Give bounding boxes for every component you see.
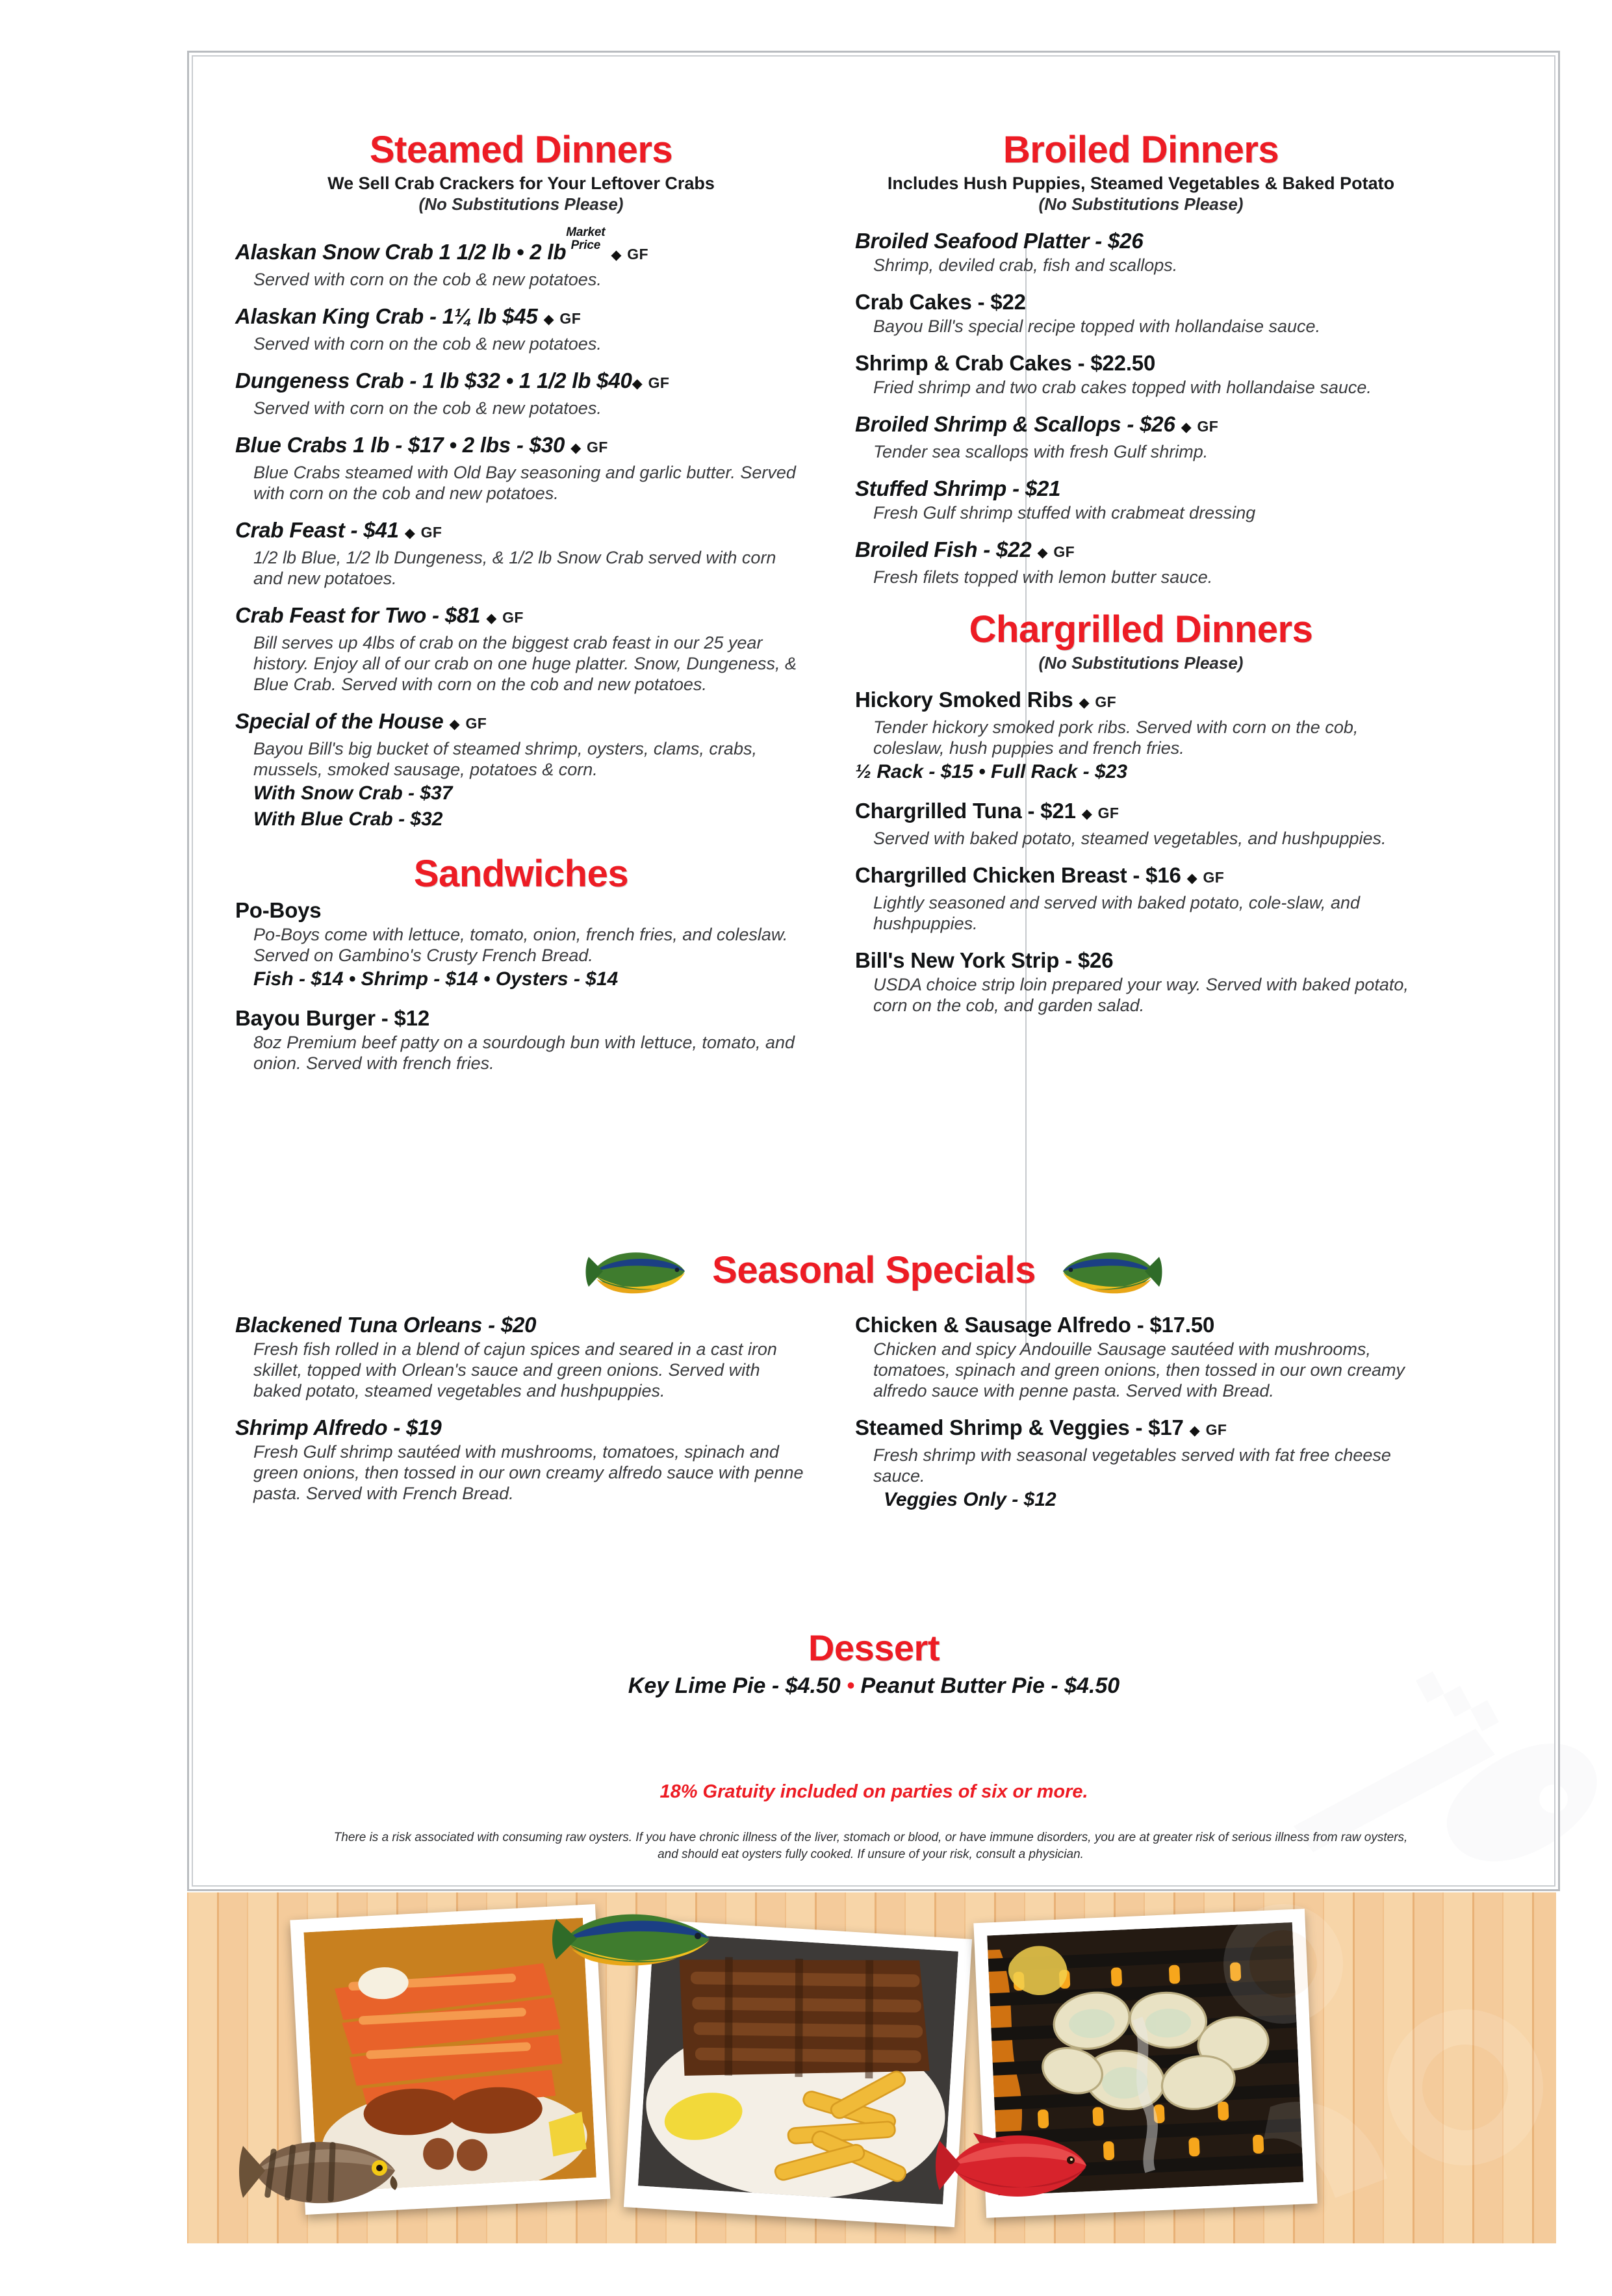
seasonal-left-column: [235, 1313, 807, 1518]
diamond-icon: ◆: [486, 611, 497, 626]
item-description: Tender hickory smoked pork ribs. Served with corn on the cob, coleslaw, hush puppies and french fries.: [873, 717, 1359, 758]
item-description: Fresh Gulf shrimp stuffed with crabmeat dressing: [873, 503, 1256, 522]
section-broiled-dinners: [855, 130, 1427, 587]
item-description: Bill serves up 4lbs of crab on the biggest crab feast in our 25 year history. Enjoy all of our crab on one huge platter. Snow, Dungeness, & Blue Crab. Served with corn on the cob and new potatoes.: [253, 633, 797, 694]
gf-badge: GF: [648, 374, 670, 391]
gf-badge: GF: [465, 715, 487, 732]
diamond-icon: ◆: [1189, 1423, 1200, 1438]
item-description: Blue Crabs steamed with Old Bay seasoning and garlic butter. Served with corn on the cob and new potatoes.: [253, 463, 796, 503]
raw-oyster-disclaimer: There is a risk associated with consuming raw oysters. If you have chronic illness of the liver, stomach or blood, or have immune disorders, you are at greater risk of serious illness from raw oysters, and should eat oysters fully cooked. If unsure of your risk, consult a physician.: [333, 1831, 1408, 1861]
diamond-icon: ◆: [543, 312, 554, 327]
right-column: [855, 130, 1427, 1030]
diamond-icon: ◆: [1037, 545, 1048, 560]
section-steamed-dinners: [235, 130, 807, 832]
item-price-line: Fish - $14 • Shrimp - $14 • Oysters - $14: [253, 968, 619, 990]
dessert-items: [221, 1672, 1527, 1699]
seasonal-title: Seasonal Specials: [712, 1249, 1036, 1291]
gf-badge: GF: [627, 246, 648, 263]
item-name: Crab Feast for Two - $81 ◆ GF: [235, 603, 524, 627]
item-name: Special of the House ◆ GF: [235, 709, 487, 733]
menu-item: [855, 537, 1427, 587]
menu-item: [855, 1415, 1440, 1512]
item-price-line: ½ Rack - $15 • Full Rack - $23: [855, 761, 1128, 782]
item-description: Po-Boys come with lettuce, tomato, onion, french fries, and coleslaw. Served on Gambino's Crusty French Bread.: [253, 925, 788, 965]
item-name: Blackened Tuna Orleans - $20: [235, 1313, 537, 1337]
steamed-title: Steamed Dinners: [369, 129, 673, 171]
item-description: Fried shrimp and two crab cakes topped with hollandaise sauce.: [873, 378, 1372, 397]
mahi-fish-icon: [583, 1243, 687, 1298]
item-name: Broiled Shrimp & Scallops - $26 ◆ GF: [855, 412, 1219, 436]
item-name: Chargrilled Chicken Breast - $16 ◆ GF: [855, 863, 1225, 887]
menu-item: [235, 1415, 807, 1504]
dessert-item-peanut-butter: Peanut Butter Pie - $4.50: [860, 1673, 1120, 1698]
steamed-subtitle: We Sell Crab Crackers for Your Leftover Crabs: [327, 174, 715, 193]
gf-badge: GF: [1203, 869, 1225, 886]
item-name: Shrimp & Crab Cakes - $22.50: [855, 351, 1156, 375]
item-description: USDA choice strip loin prepared your way. Served with baked potato, corn on the cob, and garden salad.: [873, 975, 1409, 1015]
menu-item: [235, 433, 807, 504]
menu-item: [855, 799, 1427, 849]
item-name: Stuffed Shrimp - $21: [855, 476, 1061, 500]
item-description: Fresh Gulf shrimp sautéed with mushrooms, tomatoes, spinach and green onions, then tossed in our own creamy alfredo sauce with penne pasta. Served with French Bread.: [253, 1442, 804, 1503]
gf-badge: GF: [559, 310, 582, 327]
seasonal-right-column: [855, 1313, 1440, 1527]
seasonal-specials-content: [221, 1313, 1527, 1586]
gf-badge: GF: [1205, 1421, 1227, 1438]
item-name: Crab Feast - $41 ◆ GF: [235, 518, 442, 542]
item-name: Blue Crabs 1 lb - $17 • 2 lbs - $30 ◆ GF: [235, 433, 608, 457]
diamond-icon: ◆: [570, 441, 582, 456]
item-name: Hickory Smoked Ribs ◆ GF: [855, 688, 1117, 712]
item-name: Broiled Fish - $22 ◆ GF: [855, 537, 1075, 561]
item-description: Lightly seasoned and served with baked potato, cole-slaw, and hushpuppies.: [873, 893, 1360, 933]
menu-item: [855, 688, 1427, 784]
item-description: Served with baked potato, steamed vegetables, and hushpuppies.: [873, 829, 1387, 848]
chargrilled-title: Chargrilled Dinners: [969, 608, 1313, 651]
item-description: Tender sea scallops with fresh Gulf shrimp.: [873, 442, 1209, 461]
item-name: Shrimp Alfredo - $19: [235, 1415, 442, 1439]
mahi-fish-icon: [551, 1902, 713, 1974]
sandwiches-title: Sandwiches: [413, 853, 629, 895]
steamed-note: (No Substitutions Please): [418, 194, 624, 214]
item-description: Chicken and spicy Andouille Sausage sautéed with mushrooms, tomatoes, spinach and green onions, then tossed in our own creamy alfredo sauce with penne pasta. Served with Bread.: [873, 1339, 1405, 1400]
diamond-icon: ◆: [1186, 871, 1197, 886]
menu-item: [235, 1006, 807, 1074]
item-name: Bayou Burger - $12: [235, 1006, 429, 1030]
gf-badge: GF: [1197, 418, 1219, 435]
seasonal-specials-header: [221, 1235, 1527, 1306]
menu-item: [235, 304, 807, 354]
item-name: Alaskan King Crab - 1¼ lb $45 ◆ GF: [235, 304, 582, 328]
item-name: Chargrilled Tuna - $21 ◆ GF: [855, 799, 1119, 823]
item-name: Bill's New York Strip - $26: [855, 948, 1114, 972]
menu-item: [235, 1313, 807, 1401]
menu-item: [855, 229, 1427, 276]
section-sandwiches: [235, 854, 807, 1074]
item-description: Served with corn on the cob & new potatoes.: [253, 398, 602, 418]
diamond-icon: ◆: [1079, 695, 1090, 710]
item-name: Dungeness Crab - 1 lb $32 • 1 1/2 lb $40◆ GF: [235, 368, 670, 393]
menu-item: [235, 709, 807, 832]
menu-item: [855, 290, 1427, 337]
chargrilled-note: (No Substitutions Please): [1038, 653, 1244, 673]
gf-badge: GF: [1097, 805, 1119, 821]
diamond-icon: ◆: [1181, 420, 1192, 435]
item-price-line: With Blue Crab - $32: [253, 808, 443, 830]
menu-columns: [221, 130, 1527, 1235]
menu-item: [855, 412, 1427, 462]
menu-item: [235, 603, 807, 695]
sheepshead-fish-icon: [239, 2133, 402, 2211]
mahi-fish-icon: [1060, 1243, 1164, 1298]
item-description: 1/2 lb Blue, 1/2 lb Dungeness, & 1/2 lb Snow Crab served with corn and new potatoes.: [253, 548, 776, 588]
dessert-item-key-lime: Key Lime Pie - $4.50: [628, 1673, 841, 1698]
menu-item: [855, 863, 1427, 934]
dessert-title: Dessert: [808, 1627, 940, 1668]
diamond-icon: ◆: [404, 526, 415, 541]
menu-item: [855, 351, 1427, 398]
item-description: Bayou Bill's big bucket of steamed shrimp, oysters, clams, crabs, mussels, smoked sausage, potatoes & corn.: [253, 739, 757, 779]
broiled-subtitle: Includes Hush Puppies, Steamed Vegetables & Baked Potato: [887, 174, 1395, 193]
menu-item: [235, 518, 807, 589]
menu-item: [855, 1313, 1440, 1401]
gf-badge: GF: [587, 439, 608, 456]
item-description: Fresh filets topped with lemon butter sauce.: [873, 567, 1213, 587]
gf-badge: GF: [420, 524, 442, 541]
red-snapper-fish-icon: [934, 2126, 1090, 2204]
diamond-icon: ◆: [632, 376, 643, 391]
item-name: Po-Boys: [235, 898, 322, 922]
dessert-separator: •: [847, 1673, 855, 1698]
item-name: Broiled Seafood Platter - $26: [855, 229, 1144, 253]
gratuity-notice: 18% Gratuity included on parties of six or more.: [659, 1781, 1088, 1802]
item-description: Fresh fish rolled in a blend of cajun spices and seared in a cast iron skillet, topped with Orlean's sauce and green onions. Served with baked potato, steamed vegetables and hushpuppies.: [253, 1339, 777, 1400]
broiled-title: Broiled Dinners: [1003, 129, 1279, 171]
bottom-photo-strip: [187, 1892, 1556, 2243]
item-name: Steamed Shrimp & Veggies - $17 ◆ GF: [855, 1415, 1227, 1439]
gf-badge: GF: [1053, 543, 1075, 560]
item-description: Served with corn on the cob & new potatoes.: [253, 334, 602, 354]
section-dessert: [221, 1628, 1527, 1699]
item-name: Chicken & Sausage Alfredo - $17.50: [855, 1313, 1215, 1337]
item-price-line: With Snow Crab - $37: [253, 782, 453, 804]
diamond-icon: ◆: [449, 717, 460, 732]
item-description: Bayou Bill's special recipe topped with hollandaise sauce.: [873, 316, 1321, 336]
diamond-icon: ◆: [1081, 806, 1092, 821]
item-description: Fresh shrimp with seasonal vegetables served with fat free cheese sauce.: [873, 1445, 1391, 1486]
item-description: Shrimp, deviled crab, fish and scallops.: [873, 255, 1178, 275]
menu-item: [855, 476, 1427, 523]
item-name: Crab Cakes - $22: [855, 290, 1026, 314]
gf-badge: GF: [1095, 693, 1117, 710]
item-description: Served with corn on the cob & new potatoes.: [253, 270, 602, 289]
item-price-line: Veggies Only - $12: [884, 1489, 1056, 1510]
left-column: [235, 130, 807, 1088]
diamond-icon: ◆: [611, 248, 622, 263]
market-price-label: Market Price: [566, 226, 606, 252]
menu-item: [235, 368, 807, 419]
broiled-note: (No Substitutions Please): [1038, 194, 1244, 214]
gf-badge: GF: [502, 609, 524, 626]
section-chargrilled-dinners: [855, 610, 1427, 1016]
menu-item: [235, 226, 807, 290]
menu-item: [855, 948, 1427, 1016]
item-description: 8oz Premium beef patty on a sourdough bun with lettuce, tomato, and onion. Served with french fries.: [253, 1033, 795, 1073]
item-name: Alaskan Snow Crab 1 1/2 lb • 2 lbMarket Price ◆ GF: [235, 226, 648, 264]
menu-item: [235, 898, 807, 992]
